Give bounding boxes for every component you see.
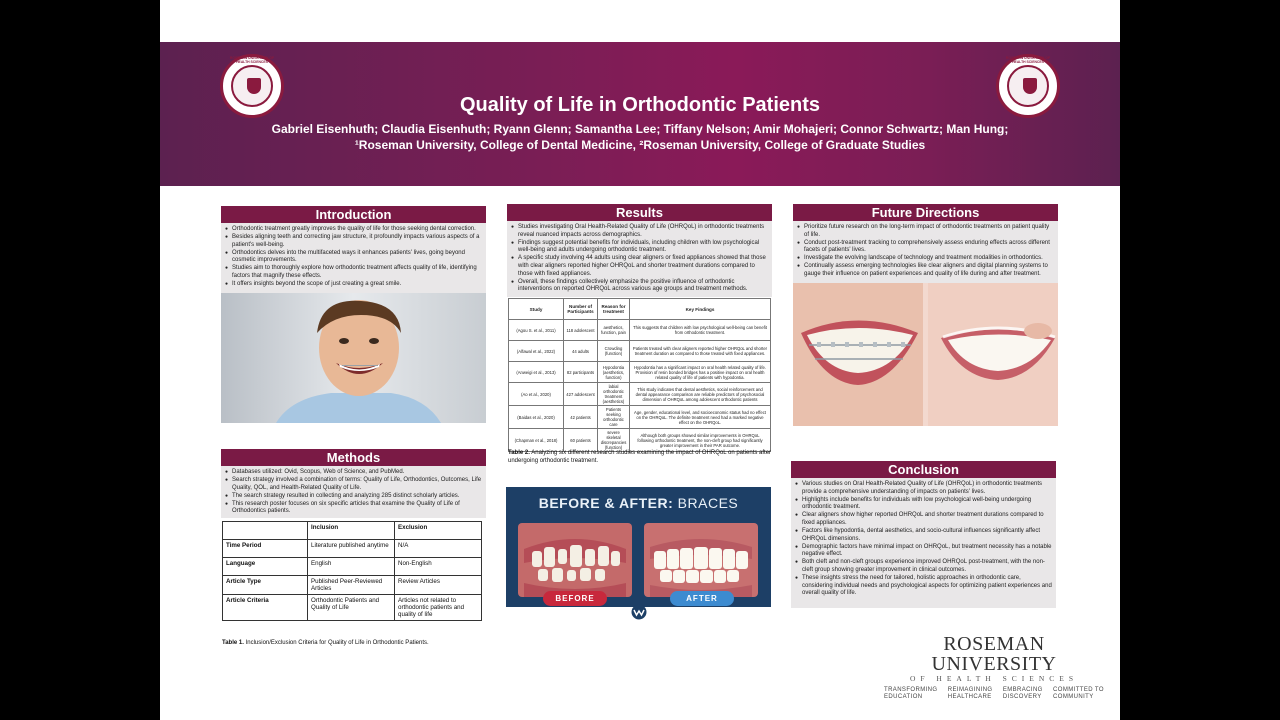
logo-tagline-line: DISCOVERY xyxy=(1002,694,1042,700)
table-cell: Article Criteria xyxy=(223,595,308,621)
after-badge: AFTER xyxy=(670,591,734,606)
table-cell: English xyxy=(308,558,395,576)
shield-icon xyxy=(1023,78,1037,94)
table-header-cell: Key Findings xyxy=(630,299,771,320)
poster-affiliations: ¹Roseman University, College of Dental Medicine, ²Roseman University, College of Graduate Studies xyxy=(354,138,926,152)
methods-bullet: ● This research poster focuses on six specific articles that examine the Quality of Life of Orthodontics patients. xyxy=(225,501,482,516)
methods-bullets xyxy=(225,469,482,516)
before-badge: BEFORE xyxy=(543,591,607,606)
table-row xyxy=(223,595,482,621)
after-teeth-photo xyxy=(644,523,758,597)
table2-caption-label: Table 2. xyxy=(508,450,530,456)
introduction-bullet: ● It offers insights beyond the scope of just creating a great smile. xyxy=(225,281,482,289)
results-studies-table xyxy=(508,298,771,452)
table-cell: Hypodontia (aesthetics, function) xyxy=(598,362,630,383)
introduction-bullets xyxy=(225,226,482,289)
results-bullet: ● Overall, these findings collectively emphasize the positive influence of orthodontic interventions on reported OHRQoL across various age groups and treatment methods. xyxy=(511,279,768,294)
table-cell: 427 adolescent xyxy=(564,383,598,406)
table-row xyxy=(509,341,771,362)
introduction-bullet: ● Orthodontics delves into the multifaceted ways it enhances patients' lives, going beyond cosmetic improvements. xyxy=(225,250,482,265)
table-header-row xyxy=(223,522,482,540)
table-row xyxy=(223,558,482,576)
table-header-cell: Exclusion xyxy=(395,522,482,540)
logo-tagline xyxy=(884,687,937,701)
results-bullet: ● Studies investigating Oral Health-Related Quality of Life (OHRQoL) in orthodontic treatments reveal nuanced impacts across demographics. xyxy=(511,224,768,239)
table-cell: Time Period xyxy=(223,540,308,558)
table-cell: Crowding (function) xyxy=(598,341,630,362)
conclusion-bullet: ● Highlights include benefits for individuals with low psychological well-being undergoing orthodontic treatment. xyxy=(795,497,1052,512)
table-cell: N/A xyxy=(395,540,482,558)
table-cell: (Anweigi et al., 2013) xyxy=(509,362,564,383)
results-bullets xyxy=(511,224,768,294)
future-directions-bullets xyxy=(797,224,1054,279)
smiles-braces-aligner-photo xyxy=(793,283,1058,426)
logo-tagline-line: REIMAGINING xyxy=(947,687,993,693)
methods-panel xyxy=(221,466,486,518)
results-bullet: ● Findings suggest potential benefits for individuals, including children with low psychological well-being and adults undergoing orthodontic treatment. xyxy=(511,240,768,255)
future-directions-bullet: ● Investigate the evolving landscape of technology and treatment modalities in orthodontics. xyxy=(797,255,1054,263)
logo-tagline xyxy=(1003,687,1043,701)
table-cell: 118 adolescent xyxy=(564,320,598,341)
conclusion-bullet: ● Various studies on Oral Health-Related Quality of Life (OHRQoL) in orthodontic treatments provide a comprehensive understanding of impacts on patients' lives. xyxy=(795,481,1052,496)
shield-icon xyxy=(247,78,261,94)
logo-tagline-line: TRANSFORMING xyxy=(884,687,938,693)
conclusion-bullet: ● Demographic factors have minimal impact on OHRQoL, but treatment necessity has a notable negative effect. xyxy=(795,544,1052,559)
table-cell: Hypodontia has a significant impact on oral health related quality of life. Provision of resin bonded bridges has a positive impact on oral health related quality of life of patients with hypodontia. xyxy=(630,362,771,383)
logo-tagline-line: HEALTHCARE xyxy=(947,694,992,700)
logo-subtitle: OF HEALTH SCIENCES xyxy=(909,674,1079,683)
before-after-title-light: BRACES xyxy=(673,495,739,511)
table-header-cell xyxy=(223,522,308,540)
table-cell: labial orthodontic treatment (aesthetics) xyxy=(598,383,630,406)
table-row xyxy=(509,383,771,406)
methods-heading: Methods xyxy=(221,449,486,466)
future-directions-bullet: ● Prioritize future research on the long-term impact of orthodontic treatments on patient quality of life. xyxy=(797,224,1054,239)
before-after-title xyxy=(506,495,771,511)
table-cell: 60 patients xyxy=(564,429,598,452)
future-directions-bullet: ● Continually assess emerging technologies like clear aligners and digital planning systems to gauge their influence on patient experiences and quality of life during and after treatment. xyxy=(797,263,1054,278)
table2-caption xyxy=(508,450,772,465)
table1-caption-label: Table 1. xyxy=(222,640,244,646)
introduction-heading: Introduction xyxy=(221,206,486,223)
conclusion-panel xyxy=(791,478,1056,608)
table-cell: (Chapman et al., 2018) xyxy=(509,429,564,452)
before-after-braces-panel xyxy=(506,487,771,607)
seal-text: ROSEMAN UNIVERSITY OF HEALTH SCIENCES xyxy=(1005,56,1051,64)
logo-tagline xyxy=(1053,687,1104,701)
table-cell: Orthodontic Patients and Quality of Life xyxy=(308,595,395,621)
table-row xyxy=(509,429,771,452)
methods-bullet: ● Search strategy involved a combination of terms: Quality of Life, Orthodontics, Outcomes, Life Quality, QOL, and Health-Related Quality of Life. xyxy=(225,477,482,492)
table-cell: (Alfawal et al., 2022) xyxy=(509,341,564,362)
table-cell: (Agou S. et al., 2011) xyxy=(509,320,564,341)
poster-authors: Gabriel Eisenhuth; Claudia Eisenhuth; Ryann Glenn; Samantha Lee; Tiffany Nelson; Amir Mohajeri; Connor Schwartz; Man Hung; xyxy=(271,122,1009,136)
table-cell: This suggests that children with low psychological well-being can benefit from orthodontic treatment. xyxy=(630,320,771,341)
conclusion-heading: Conclusion xyxy=(791,461,1056,478)
future-directions-bullet: ● Conduct post-treatment tracking to comprehensively assess enduring effects across different facets of patients' lives. xyxy=(797,240,1054,255)
table-cell: (Baidas et al., 2020) xyxy=(509,406,564,429)
table-header-cell: Inclusion xyxy=(308,522,395,540)
table-row xyxy=(223,576,482,595)
table-cell: Patients treated with clear aligners reported higher OHRQoL and shorter treatment duration as compared to those treated with fixed appliances. xyxy=(630,341,771,362)
table-cell: Literature published anytime xyxy=(308,540,395,558)
seal-text: ROSEMAN UNIVERSITY OF HEALTH SCIENCES xyxy=(229,56,275,64)
results-bullet: ● A specific study involving 44 adults using clear aligners or fixed appliances showed that those with clear aligners reported higher OHRQoL and shorter treatment durations compared to those with fixed appliances. xyxy=(511,255,768,278)
table-row xyxy=(509,320,771,341)
table-cell: Although both groups showed similar improvements in OHRQoL following orthodontic treatment, the non-cleft group had significantly greater improvement in their PAR outcome. xyxy=(630,429,771,452)
conclusion-bullets xyxy=(795,481,1052,598)
logo-name: ROSEMAN UNIVERSITY xyxy=(931,633,1057,675)
table-cell: Articles not related to orthodontic patients and quality of life xyxy=(395,595,482,621)
table-cell: (Ao et al., 2020) xyxy=(509,383,564,406)
roseman-university-logo xyxy=(884,633,1104,700)
poster xyxy=(160,0,1120,720)
table-cell: 44 adults xyxy=(564,341,598,362)
future-directions-heading: Future Directions xyxy=(793,204,1058,221)
table-cell: 42 patients xyxy=(564,406,598,429)
watermark-logo-icon xyxy=(631,604,647,620)
methods-bullet: ● The search strategy resulted in collecting and analyzing 285 distinct scholarly articles. xyxy=(225,493,482,501)
before-teeth-photo xyxy=(518,523,632,597)
table2-caption-text: Analyzing six different research studies examining the impact of OHRQoL on patients after undergoing orthodontic treatment. xyxy=(508,450,772,464)
conclusion-bullet: ● Both cleft and non-cleft groups experience improved OHRQoL post-treatment, with the non-cleft group showing greater improvement in clinical outcomes. xyxy=(795,559,1052,574)
logo-taglines xyxy=(884,687,1104,701)
table-row xyxy=(509,406,771,429)
table-header-cell: Study xyxy=(509,299,564,320)
introduction-panel xyxy=(221,223,486,293)
poster-title: Quality of Life in Orthodontic Patients xyxy=(459,94,820,116)
table-header-row xyxy=(509,299,771,320)
table-cell: Language xyxy=(223,558,308,576)
table-row xyxy=(223,540,482,558)
conclusion-bullet: ● These insights stress the need for tailored, holistic approaches in orthodontic care, considering individual needs and psychological aspects for optimizing patient experiences and overall quality of life. xyxy=(795,575,1052,598)
table-cell: severe skeletal discrepancies (function) xyxy=(598,429,630,452)
table-cell: Published Peer-Reviewed Articles xyxy=(308,576,395,595)
smiling-boy-photo xyxy=(221,293,486,423)
introduction-bullet: ● Besides aligning teeth and correcting jaw structure, it profoundly impacts various aspects of a patient's well-being. xyxy=(225,234,482,249)
table-header-cell: Number of Participants xyxy=(564,299,598,320)
table-cell: This study indicates that dental aesthetics, social reinforcement and dental appearance comparison are reliable predictors of psychosocial dimension of OHRQoL among adolescent orthodontic patients xyxy=(630,383,771,406)
methods-bullet: ● Databases utilized: Ovid, Scopus, Web of Science, and PubMed. xyxy=(225,469,482,477)
table1-caption-text: Inclusion/Exclusion Criteria for Quality of Life in Orthodontic Patients. xyxy=(243,640,429,646)
introduction-bullet: ● Studies aim to thoroughly explore how orthodontic treatment affects quality of life, identifying factors that magnify these effects. xyxy=(225,265,482,280)
logo-tagline-line: COMMITTED TO xyxy=(1053,687,1104,693)
table-cell: Non-English xyxy=(395,558,482,576)
introduction-bullet: ● Orthodontic treatment greatly improves the quality of life for those seeking dental correction. xyxy=(225,226,482,234)
table-cell: Article Type xyxy=(223,576,308,595)
table-cell: aesthetics, function, pain xyxy=(598,320,630,341)
table-cell: Review Articles xyxy=(395,576,482,595)
logo-tagline-line: EMBRACING xyxy=(1002,687,1043,693)
logo-tagline-line: EDUCATION xyxy=(884,694,923,700)
poster-header xyxy=(160,42,1120,186)
conclusion-bullet: ● Factors like hypodontia, dental aesthetics, and socio-cultural influences significantly affect OHRQoL dimensions. xyxy=(795,528,1052,543)
table-cell: Age, gender, educational level, and socioeconomic status had no effect on the OHRQoL. The definite treatment need had a marked negative effect on the OHRQoL. xyxy=(630,406,771,429)
results-heading: Results xyxy=(507,204,772,221)
logo-tagline-line: COMMUNITY xyxy=(1053,694,1094,700)
table-cell: Patients seeking orthodontic care xyxy=(598,406,630,429)
logo-tagline xyxy=(948,687,993,701)
table-cell: 82 participants xyxy=(564,362,598,383)
table-header-cell: Reason for treatment xyxy=(598,299,630,320)
before-after-title-bold: BEFORE & AFTER: xyxy=(538,495,674,511)
table-row xyxy=(509,362,771,383)
future-directions-panel xyxy=(793,221,1058,283)
conclusion-bullet: ● Clear aligners show higher reported OHRQoL and shorter treatment durations compared to fixed appliances. xyxy=(795,512,1052,527)
table1-caption xyxy=(222,640,487,648)
inclusion-exclusion-table xyxy=(222,521,482,621)
results-panel xyxy=(507,221,772,297)
